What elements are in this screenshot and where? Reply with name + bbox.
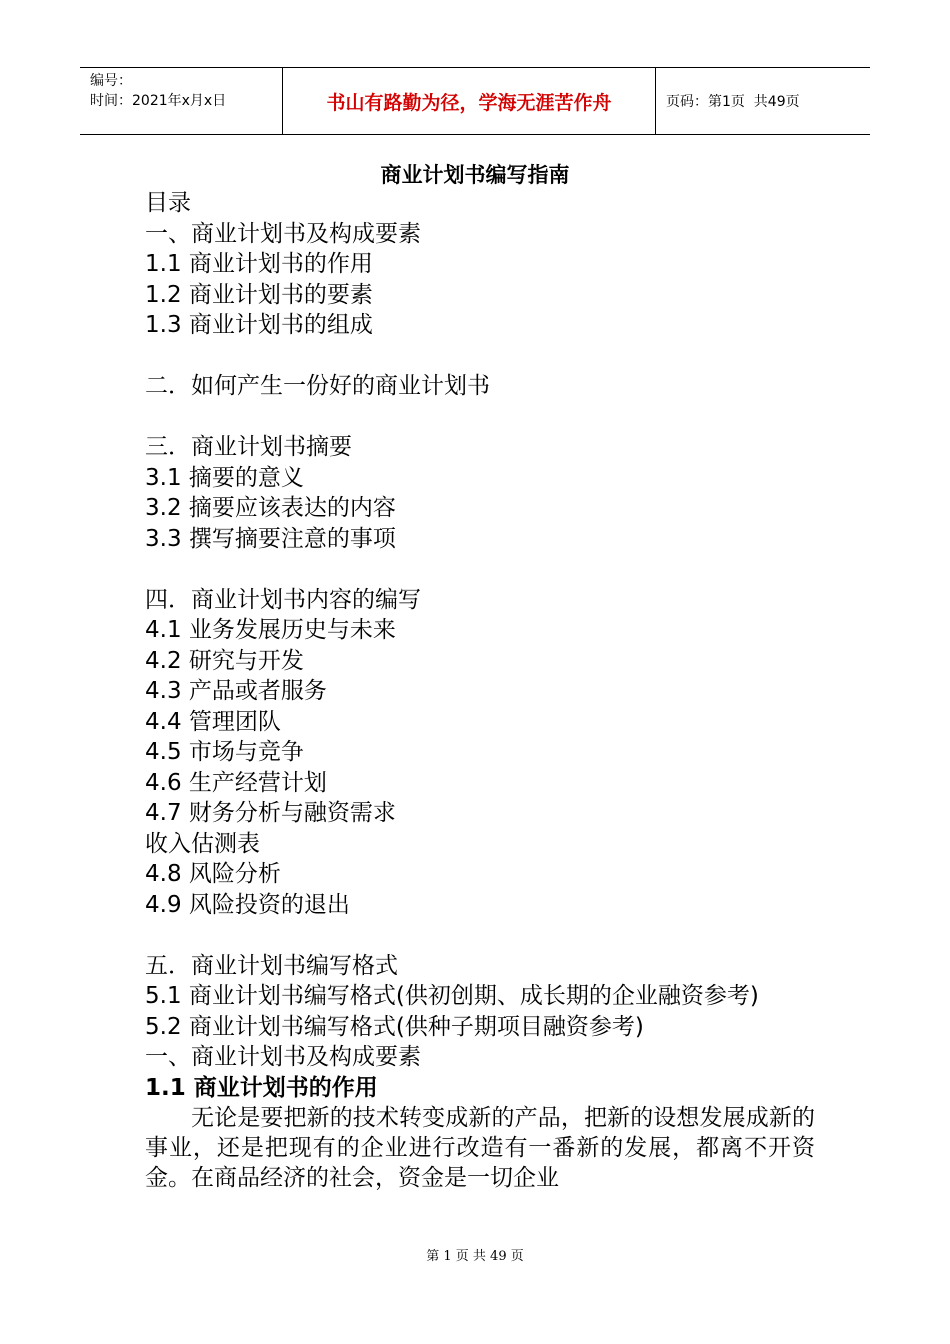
table-of-contents bbox=[145, 188, 815, 1042]
toc-entry: 4.6 生产经营计划 bbox=[145, 769, 327, 796]
body-paragraph: 无论是要把新的技术转变成新的产品，把新的设想发展成新的事业，还是把现有的企业进行改造有一番新的发展，都离不开资金。在商品经济的社会，资金是一切企业 bbox=[145, 1105, 815, 1191]
motto: 书山有路勤为径，学海无涯苦作舟 bbox=[283, 68, 656, 134]
toc-entry: 4.8 风险分析 bbox=[145, 861, 281, 887]
toc-entry: 1.2 商业计划书的要素 bbox=[145, 281, 373, 308]
toc-entry: 4.7 财务分析与融资需求 bbox=[145, 800, 396, 826]
toc-entry: 一、商业计划书及构成要素 bbox=[145, 220, 421, 247]
toc-entry: 3.2 摘要应该表达的内容 bbox=[145, 495, 396, 521]
toc-entry: 4.1 业务发展历史与未来 bbox=[145, 617, 396, 643]
subsection-heading: 1.1 商业计划书的作用 bbox=[145, 1074, 378, 1101]
toc-entry: 5.2 商业计划书编写格式(供种子期项目融资参考) bbox=[145, 1013, 644, 1040]
toc-entry: 1.1 商业计划书的作用 bbox=[145, 251, 373, 277]
toc-spacer bbox=[145, 920, 815, 951]
toc-entry: 4.4 管理团队 bbox=[145, 708, 281, 735]
toc-spacer bbox=[145, 402, 815, 433]
page-info-cell bbox=[656, 68, 870, 134]
toc-entry: 收入估测表 bbox=[145, 830, 260, 857]
toc-entry: 5.1 商业计划书编写格式(供初创期、成长期的企业融资参考) bbox=[145, 983, 759, 1009]
document-title: 商业计划书编写指南 bbox=[380, 163, 570, 187]
toc-entry: 4.2 研究与开发 bbox=[145, 647, 304, 674]
toc-entry: 四．商业计划书内容的编写 bbox=[145, 586, 421, 613]
toc-entry: 3.3 撰写摘要注意的事项 bbox=[145, 525, 396, 552]
toc-entry: 4.9 风险投资的退出 bbox=[145, 891, 350, 918]
code-label: 编号： bbox=[90, 73, 132, 89]
toc-entry: 二．如何产生一份好的商业计划书 bbox=[145, 373, 490, 399]
time-label: 时间：2021年x月x日 bbox=[90, 93, 227, 109]
header-table bbox=[80, 67, 870, 135]
toc-entry: 1.3 商业计划书的组成 bbox=[145, 312, 373, 338]
section-heading: 一、商业计划书及构成要素 bbox=[145, 1044, 421, 1070]
toc-spacer bbox=[145, 341, 815, 372]
toc-entry: 目录 bbox=[145, 190, 191, 216]
toc-entry: 五．商业计划书编写格式 bbox=[145, 952, 398, 979]
page-footer: 第 1 页 共 49 页 bbox=[426, 1249, 524, 1264]
document-body bbox=[145, 188, 815, 1193]
toc-entry: 三．商业计划书摘要 bbox=[145, 434, 352, 460]
toc-entry: 4.3 产品或者服务 bbox=[145, 678, 327, 704]
page-info: 页码：第1页 共49页 bbox=[666, 94, 800, 110]
toc-entry: 3.1 摘要的意义 bbox=[145, 464, 304, 491]
header-meta-cell bbox=[80, 68, 283, 134]
toc-entry: 4.5 市场与竞争 bbox=[145, 739, 304, 765]
toc-spacer bbox=[145, 554, 815, 585]
